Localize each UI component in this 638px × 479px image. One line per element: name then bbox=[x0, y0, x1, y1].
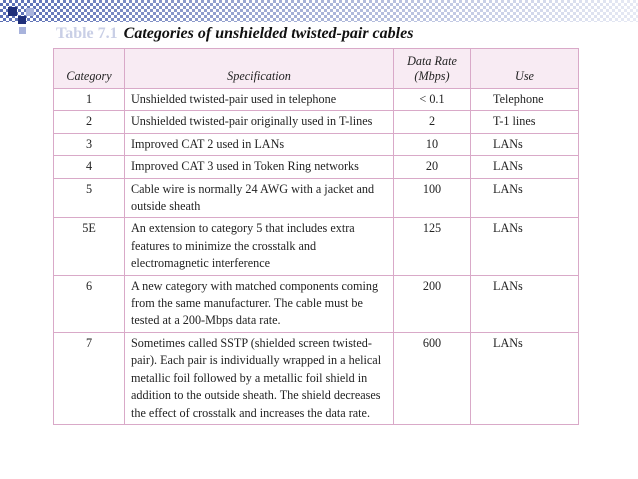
table-number: Table 7.1 bbox=[56, 25, 118, 42]
decorative-checker-bar bbox=[0, 0, 638, 22]
table-row bbox=[54, 111, 579, 133]
header-rate-line1: Data Rate bbox=[407, 54, 457, 68]
cell-category: 4 bbox=[54, 156, 125, 178]
cell-data-rate: 100 bbox=[394, 178, 471, 218]
cell-data-rate: 2 bbox=[394, 111, 471, 133]
cell-specification: A new category with matched components coming from the same manufacturer. The cable must be tested at a 200-Mbps data rate. bbox=[125, 275, 394, 332]
header-specification: Specification bbox=[125, 49, 394, 89]
table-row bbox=[54, 178, 579, 218]
cell-data-rate: 20 bbox=[394, 156, 471, 178]
header-category: Category bbox=[54, 49, 125, 89]
cell-use: LANs bbox=[471, 133, 579, 155]
cell-data-rate: 600 bbox=[394, 332, 471, 424]
decorative-square bbox=[18, 16, 26, 24]
header-data-rate bbox=[394, 49, 471, 89]
cell-specification: Improved CAT 3 used in Token Ring networks bbox=[125, 156, 394, 178]
header-rate-line2: (Mbps) bbox=[414, 69, 450, 83]
decorative-square bbox=[19, 27, 26, 34]
cell-specification: Sometimes called SSTP (shielded screen twisted-pair). Each pair is individually wrapped in a helical metallic foil followed by a metallic foil shield in addition to the outside sheath. The shield decreases the effect of crosstalk and increases the data rate. bbox=[125, 332, 394, 424]
table-header-row bbox=[54, 49, 579, 89]
cell-category: 2 bbox=[54, 111, 125, 133]
cell-data-rate: < 0.1 bbox=[394, 89, 471, 111]
cell-specification: Unshielded twisted-pair originally used in T-lines bbox=[125, 111, 394, 133]
cell-use: LANs bbox=[471, 332, 579, 424]
cell-data-rate: 125 bbox=[394, 218, 471, 275]
cell-use: Telephone bbox=[471, 89, 579, 111]
table-title: Categories of unshielded twisted-pair cables bbox=[123, 25, 414, 42]
cell-use: LANs bbox=[471, 275, 579, 332]
cell-data-rate: 10 bbox=[394, 133, 471, 155]
cell-category: 5 bbox=[54, 178, 125, 218]
decorative-square bbox=[26, 8, 34, 16]
table-row bbox=[54, 218, 579, 275]
cell-category: 6 bbox=[54, 275, 125, 332]
cell-use: LANs bbox=[471, 178, 579, 218]
cell-category: 3 bbox=[54, 133, 125, 155]
cell-category: 1 bbox=[54, 89, 125, 111]
table-row bbox=[54, 89, 579, 111]
cell-category: 7 bbox=[54, 332, 125, 424]
table-row bbox=[54, 332, 579, 424]
cell-use: LANs bbox=[471, 156, 579, 178]
table-row bbox=[54, 275, 579, 332]
cell-data-rate: 200 bbox=[394, 275, 471, 332]
cell-specification: Unshielded twisted-pair used in telephone bbox=[125, 89, 394, 111]
table-row bbox=[54, 156, 579, 178]
cell-use: LANs bbox=[471, 218, 579, 275]
table-row bbox=[54, 133, 579, 155]
cell-use: T-1 lines bbox=[471, 111, 579, 133]
header-use: Use bbox=[471, 49, 579, 89]
table-caption bbox=[56, 25, 413, 43]
cell-category: 5E bbox=[54, 218, 125, 275]
cell-specification: Cable wire is normally 24 AWG with a jacket and outside sheath bbox=[125, 178, 394, 218]
decorative-square bbox=[8, 7, 17, 16]
cell-specification: An extension to category 5 that includes extra features to minimize the crosstalk and electromagnetic interference bbox=[125, 218, 394, 275]
cable-categories-table bbox=[53, 48, 579, 425]
cell-specification: Improved CAT 2 used in LANs bbox=[125, 133, 394, 155]
